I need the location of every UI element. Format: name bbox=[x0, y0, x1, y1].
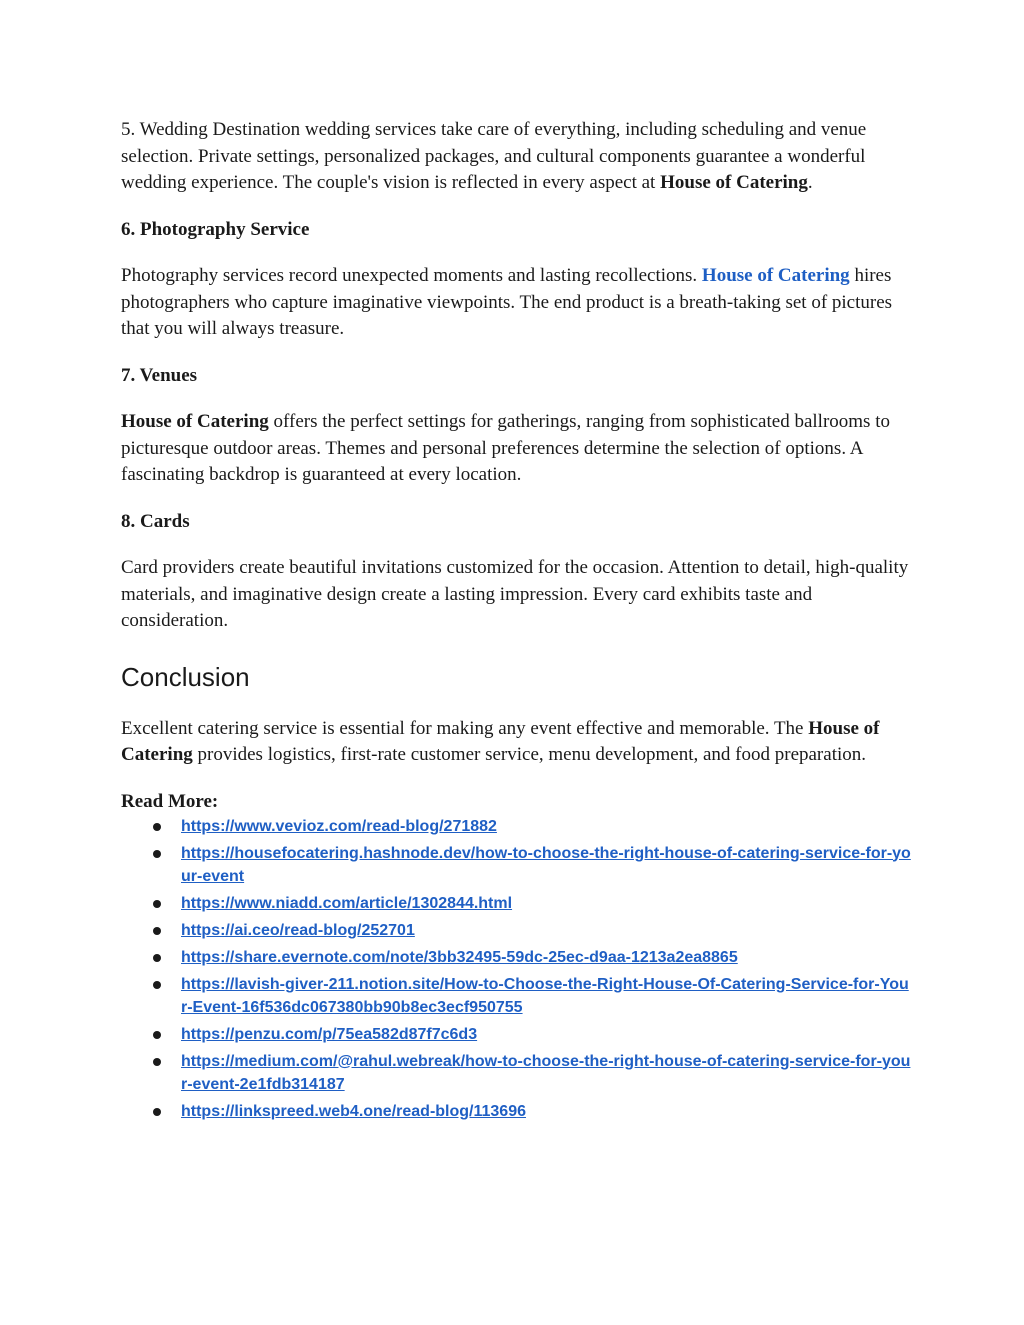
wedding-paragraph: 5. Wedding Destination wedding services take care of everything, including scheduling and venue selection. Private settings, personalized packages, and cultural components guarantee a wonderful wedding experience. The couple's vision is reflected in every aspect at House of Catering. bbox=[121, 119, 867, 193]
list-item bbox=[121, 815, 911, 838]
venues-paragraph: House of Catering offers the perfect settings for gatherings, ranging from sophisticated ballrooms to picturesque outdoor areas. Themes and personal preferences determine the selection of options. A fascinating backdrop is guaranteed at every location. bbox=[121, 411, 890, 485]
cards-heading: 8. Cards bbox=[121, 510, 190, 532]
house-of-catering-bold: House of Catering bbox=[121, 411, 269, 432]
cards-paragraph: Card providers create beautiful invitations customized for the occasion. Attention to detail, high-quality materials, and imaginative design create a lasting impression. Every card exhibits taste and consideration. bbox=[121, 557, 909, 631]
house-of-catering-bold: House of Catering bbox=[660, 172, 808, 193]
list-item bbox=[121, 1050, 911, 1096]
bullet-icon bbox=[153, 1058, 161, 1066]
bullet-icon bbox=[153, 850, 161, 858]
read-more-link[interactable]: https://share.evernote.com/note/3bb32495-59dc-25ec-d9aa-1213a2ea8865 bbox=[181, 948, 738, 966]
read-more-link[interactable]: https://ai.ceo/read-blog/252701 bbox=[181, 921, 415, 939]
read-more-label: Read More: bbox=[121, 790, 219, 812]
read-more-list bbox=[121, 815, 911, 1123]
bullet-icon bbox=[153, 900, 161, 908]
read-more-link[interactable]: https://www.vevioz.com/read-blog/271882 bbox=[181, 817, 497, 835]
bullet-icon bbox=[153, 1031, 161, 1039]
house-of-catering-bold: House of Catering bbox=[121, 717, 880, 765]
list-item bbox=[121, 1100, 911, 1123]
photography-paragraph: Photography services record unexpected moments and lasting recollections. House of Catering hires photographers who capture imaginative viewpoints. The end product is a breath-taking set of pictures that you will always treasure. bbox=[121, 265, 893, 339]
bullet-icon bbox=[153, 981, 161, 989]
list-item bbox=[121, 973, 911, 1019]
conclusion-heading: Conclusion bbox=[121, 661, 250, 692]
read-more-link[interactable]: https://lavish-giver-211.notion.site/How-to-Choose-the-Right-House-Of-Catering-Service-for-Your-Event-16f536dc067380bb90b8ec3ecf950755 bbox=[181, 975, 909, 1016]
list-item bbox=[121, 919, 911, 942]
read-more-link[interactable]: https://housefocatering.hashnode.dev/how-to-choose-the-right-house-of-catering-service-for-your-event bbox=[181, 844, 911, 885]
list-item bbox=[121, 946, 911, 969]
bullet-icon bbox=[153, 1108, 161, 1116]
photography-heading: 6. Photography Service bbox=[121, 218, 310, 240]
bullet-icon bbox=[153, 954, 161, 962]
read-more-link[interactable]: https://medium.com/@rahul.webreak/how-to-choose-the-right-house-of-catering-service-for-your-event-2e1fdb314187 bbox=[181, 1052, 911, 1093]
list-item bbox=[121, 842, 911, 888]
document-page bbox=[121, 117, 911, 1127]
house-of-catering-link[interactable]: House of Catering bbox=[701, 265, 850, 286]
bullet-icon bbox=[153, 823, 161, 831]
list-item bbox=[121, 892, 911, 915]
venues-heading: 7. Venues bbox=[121, 364, 198, 386]
bullet-icon bbox=[153, 927, 161, 935]
read-more-link[interactable]: https://linkspreed.web4.one/read-blog/113696 bbox=[181, 1102, 526, 1120]
list-item bbox=[121, 1023, 911, 1046]
conclusion-paragraph: Excellent catering service is essential for making any event effective and memorable. The House of Catering provides logistics, first-rate customer service, menu development, and food preparation. bbox=[121, 717, 880, 765]
read-more-link[interactable]: https://www.niadd.com/article/1302844.html bbox=[181, 894, 513, 912]
read-more-link[interactable]: https://penzu.com/p/75ea582d87f7c6d3 bbox=[181, 1025, 478, 1043]
